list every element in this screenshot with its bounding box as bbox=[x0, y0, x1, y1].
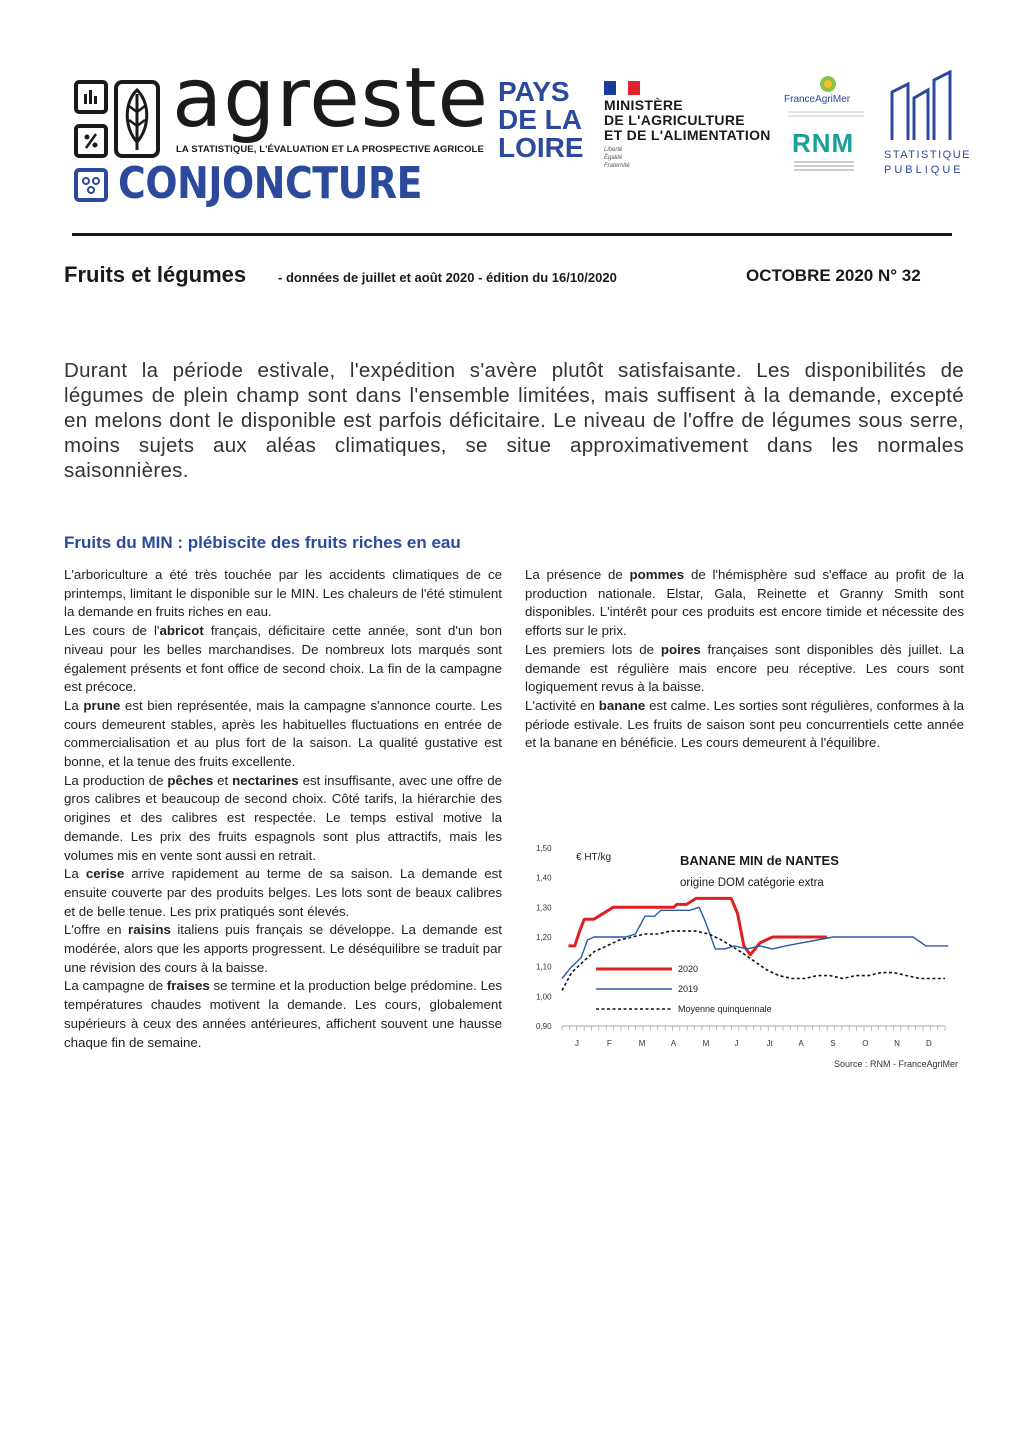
issue-date: OCTOBRE 2020 N° 32 bbox=[746, 266, 921, 285]
paragraph bbox=[525, 566, 964, 641]
x-tick-label: O bbox=[862, 1039, 869, 1048]
region-line: LOIRE bbox=[498, 132, 584, 163]
x-tick-label: D bbox=[926, 1039, 932, 1048]
paragraph bbox=[525, 697, 964, 753]
ministry-line: MINISTÈRE bbox=[604, 97, 683, 113]
text: La production de bbox=[64, 772, 168, 788]
text: italiens puis français se développe. La demande est modérée, alors que les apports progressent. Le déséquilibre se traduit par une révision des cours à la baisse. bbox=[64, 922, 502, 975]
text: La bbox=[64, 866, 86, 882]
motto-line: Fraternité bbox=[604, 163, 630, 169]
partner-1-name: FranceAgriMer bbox=[784, 94, 851, 105]
text: L'activité en bbox=[525, 697, 599, 713]
x-tick-label: S bbox=[830, 1039, 836, 1048]
chart-subtitle: origine DOM catégorie extra bbox=[680, 877, 824, 889]
text: français, déficitaire cette année, sont d'un bon niveau pour les belles marchandises. De nombreux lots marqués sont également présents et font office de second choix. La fin de la campagne est précoce. bbox=[64, 623, 502, 695]
partner-logos bbox=[782, 72, 872, 182]
x-tick-label: Jt bbox=[766, 1039, 773, 1048]
right-column bbox=[525, 566, 964, 753]
keyword: raisins bbox=[128, 922, 171, 938]
paragraph bbox=[64, 772, 502, 866]
keyword: pêches bbox=[167, 772, 214, 788]
text: arrive rapidement au terme de sa saison. La demande est ensuite couverte par des produits belges. Les lots sont de beaux calibres et de belle tenue. Les prix pratiqués sont élevés. bbox=[64, 866, 502, 919]
keyword: abricot bbox=[159, 623, 204, 639]
text: se termine et la production belge prédomine. Les températures chaudes motivent la demande. Les cours, globalement supérieurs à ceux des années antérieures, affichent souvent une hausse chaque fin de semaine. bbox=[64, 978, 503, 1050]
y-tick-label: 1,10 bbox=[536, 962, 552, 972]
y-tick-label: 0,90 bbox=[536, 1022, 552, 1031]
stat-line: STATISTIQUE bbox=[884, 149, 971, 161]
paragraph bbox=[64, 977, 502, 1052]
text: La présence de bbox=[525, 567, 630, 582]
ministry-name bbox=[604, 98, 771, 143]
x-tick-label: M bbox=[702, 1039, 710, 1048]
y-tick-label: 1,20 bbox=[536, 933, 552, 942]
paragraph bbox=[64, 921, 502, 977]
brand-name: agreste bbox=[172, 51, 489, 146]
text: françaises sont disponibles dès juillet. La demande est régulière mais encore peu réceptive. Les cours sont logiquement revus à la baisse. bbox=[525, 641, 964, 695]
chart-y-label: € HT/kg bbox=[576, 852, 612, 863]
legend-label: 2019 bbox=[678, 984, 699, 994]
stat-line: PUBLIQUE bbox=[884, 164, 964, 176]
paragraph bbox=[64, 566, 502, 622]
product-name: CONJONCTURE bbox=[118, 158, 423, 209]
y-tick-label: 1,30 bbox=[536, 903, 552, 913]
text: La campagne de bbox=[64, 978, 167, 994]
x-tick-label: F bbox=[606, 1039, 612, 1048]
text: Les cours de l' bbox=[64, 623, 160, 639]
x-tick-label: A bbox=[670, 1039, 677, 1048]
series-line bbox=[568, 898, 827, 954]
x-tick-label: J bbox=[574, 1039, 579, 1048]
keyword: prune bbox=[83, 697, 121, 713]
keyword: banane bbox=[598, 697, 646, 713]
region-name bbox=[498, 78, 584, 162]
partner-2-name: RNM bbox=[792, 128, 855, 158]
section-title: Fruits du MIN : plébiscite des fruits riches en eau bbox=[64, 533, 461, 552]
motto-line: Égalité bbox=[604, 155, 623, 161]
keyword: pommes bbox=[629, 567, 685, 582]
x-tick-label: A bbox=[798, 1039, 804, 1048]
paragraph bbox=[64, 865, 502, 921]
marianne-flag-icon bbox=[604, 81, 640, 95]
keyword: cerise bbox=[85, 866, 125, 882]
lead-paragraph: Durant la période estivale, l'expédition s'avère plutôt satisfaisante. Les disponibilités de légumes de plein champ sont dans l'ensemble limitées, mais suffisent à la demande, excepté en melons dont le disponible est parfois déficitaire. Le niveau de l'offre de légumes sous serre, moins sujets aux aléas climatiques, se situe approximativement dans les normales saisonnières. bbox=[64, 359, 964, 482]
x-tick-label: J bbox=[734, 1039, 739, 1048]
keyword: fraises bbox=[166, 978, 210, 994]
region-line: PAYS bbox=[498, 76, 570, 107]
bar-chart-icon bbox=[74, 80, 108, 114]
legend-label: 2020 bbox=[678, 964, 699, 974]
left-column bbox=[64, 566, 502, 1052]
text: est bien représentée, mais la campagne s'annonce courte. Les cours demeurent stables, après les habituelles fluctuations en entrée de commercialisation et au plus fort de la saison. La qualité gustative est bonne, et la tenue des fruits excellente. bbox=[64, 697, 502, 770]
header-divider bbox=[72, 233, 952, 236]
x-tick-label: M bbox=[638, 1039, 646, 1048]
series-line bbox=[562, 931, 945, 990]
issue-subtitle: - données de juillet et août 2020 - édition du 16/10/2020 bbox=[278, 270, 617, 285]
y-tick-label: 1,50 bbox=[536, 844, 552, 853]
y-tick-label: 1,00 bbox=[536, 992, 552, 1002]
banana-price-chart bbox=[520, 830, 970, 1080]
ministry-line: DE L'AGRICULTURE bbox=[604, 112, 745, 128]
region-line: DE LA bbox=[498, 104, 582, 135]
keyword: poires bbox=[660, 641, 701, 657]
text: L'arboriculture a été très touchée par les accidents climatiques de ce printemps, limitant le disponible sur le MIN. Les chaleurs de l'été stimulent la demande en fruits riches en eau. bbox=[64, 567, 502, 620]
x-tick-label: N bbox=[894, 1039, 900, 1048]
paragraph bbox=[64, 697, 502, 772]
franceagrimer-logo-icon bbox=[782, 72, 872, 182]
text: Les premiers lots de bbox=[525, 641, 661, 657]
leaf-icon bbox=[114, 80, 160, 158]
text: et bbox=[213, 772, 233, 788]
legend-label: Moyenne quinquennale bbox=[678, 1004, 772, 1014]
motto-line: Liberté bbox=[604, 147, 623, 153]
brand-tagline: LA STATISTIQUE, L'ÉVALUATION ET LA PROSPECTIVE AGRICOLE bbox=[176, 144, 484, 155]
chart-title: BANANE MIN de NANTES bbox=[680, 853, 839, 868]
republic-motto bbox=[604, 146, 630, 170]
issue-title: Fruits et légumes bbox=[64, 262, 247, 287]
network-icon bbox=[74, 168, 108, 202]
paragraph bbox=[525, 641, 964, 697]
text: La bbox=[64, 697, 84, 713]
percent-icon bbox=[74, 124, 108, 158]
ministry-line: ET DE L'ALIMENTATION bbox=[604, 127, 771, 143]
text: de l'hémisphère sud s'efface au profit de la production nationale. Elstar, Gala, Reinette et Granny Smith sont disponibles. L'intérêt pour ces produits est encore timide et nécessite des efforts sur le prix. bbox=[525, 567, 964, 639]
statistique-publique-label bbox=[884, 148, 971, 178]
keyword: nectarines bbox=[232, 772, 299, 788]
paragraph bbox=[64, 622, 502, 697]
y-tick-label: 1,40 bbox=[536, 873, 552, 883]
chart-source: Source : RNM - FranceAgriMer bbox=[833, 1059, 958, 1069]
text: est calme. Les sorties sont régulières, conformes à la période estivale. Les fruits de saison sont peu concurrentiels cette année et la banane en bénéficie. Les cours demeurent à l'équilibre. bbox=[525, 697, 965, 751]
text: L'offre en bbox=[64, 922, 129, 938]
text: est insuffisante, avec une offre de gros calibres et beaucoup de second choix. Côté tarifs, la hiérarchie des origines et des calibres est respectée. Le temps estival motive la demande. Les prix des fruits espagnols sont plus attractifs, mais les volumes mis en vente sont aussi en retrait. bbox=[64, 772, 502, 863]
